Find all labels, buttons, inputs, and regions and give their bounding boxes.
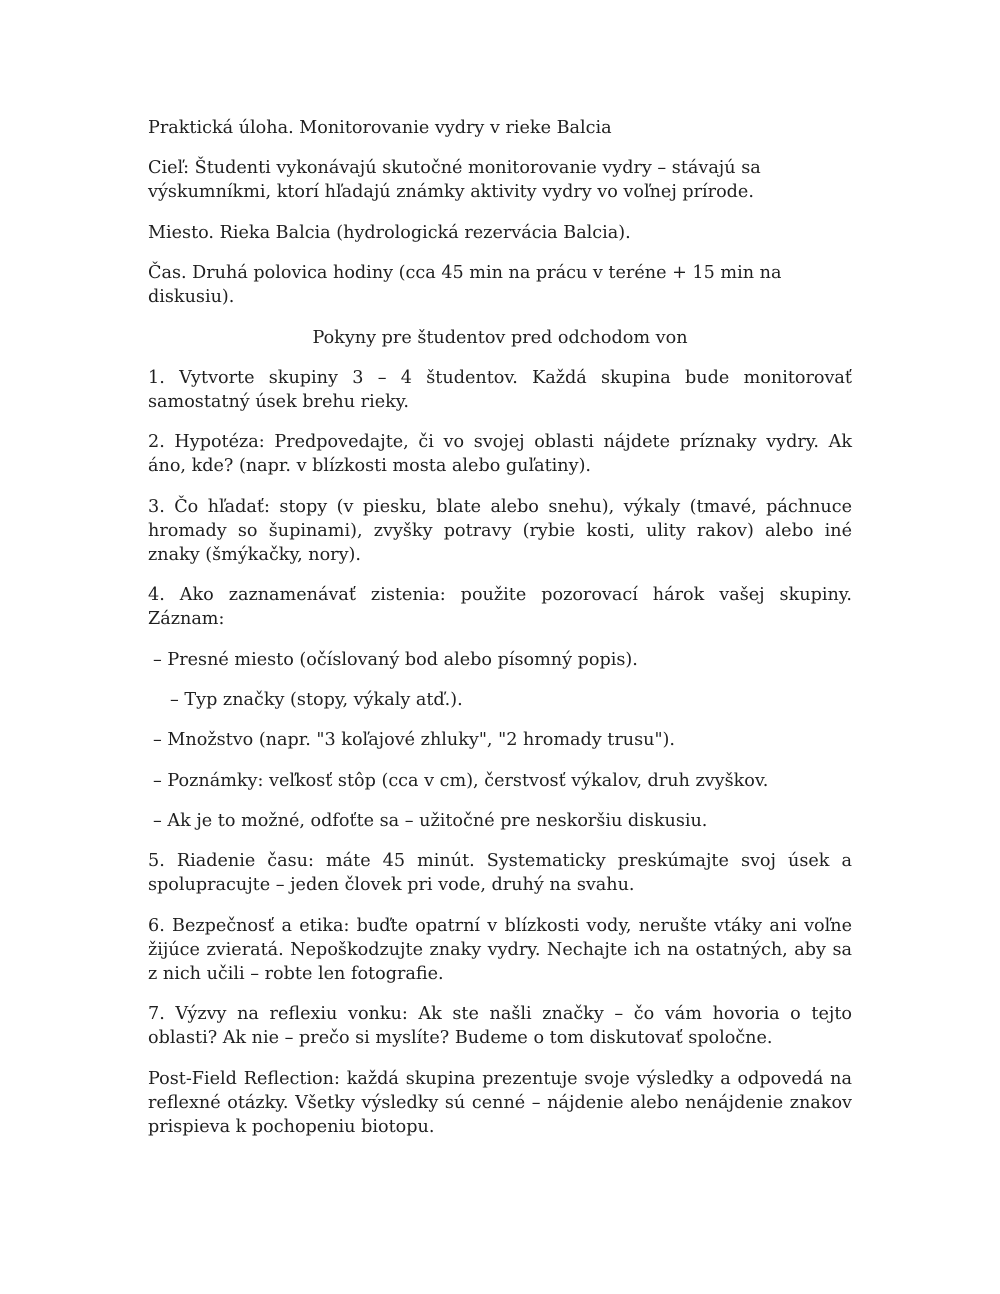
step-7: 7. Výzvy na reflexiu vonku: Ak ste našli značky – čo vám hovoria o tejto oblasti? Ak nie – prečo si myslíte? Budeme o tom diskutovať spoločne. <box>148 1004 852 1049</box>
goal-paragraph: Cieľ: Študenti vykonávajú skutočné monitorovanie vydry – stávajú sa výskumníkmi, ktorí hľadajú známky aktivity vydry vo voľnej prírode. <box>148 158 761 203</box>
step-1: 1. Vytvorte skupiny 3 – 4 študentov. Každá skupina bude monitorovať samostatný úsek brehu rieky. <box>148 367 852 412</box>
record-item-quantity: – Množstvo (napr. "3 koľajové zhluky", "2 hromady trusu"). <box>153 730 676 751</box>
place-paragraph: Miesto. Rieka Balcia (hydrologická rezervácia Balcia). <box>148 222 631 243</box>
step-2: 2. Hypotéza: Predpovedajte, či vo svojej oblasti nájdete príznaky vydry. Ak áno, kde? (napr. v blízkosti mosta alebo guľatiny). <box>148 432 852 477</box>
step-6: 6. Bezpečnosť a etika: buďte opatrní v blízkosti vody, nerušte vtáky ani voľne žijúce zvieratá. Nepoškodzujte znaky vydry. Nechajte ich na ostatných, aby sa z nich učili – robte len fotografie. <box>148 915 852 984</box>
record-item-photo: – Ak je to možné, odfoťte sa – užitočné pre neskoršiu diskusiu. <box>153 811 708 832</box>
record-item-notes: – Poznámky: veľkosť stôp (cca v cm), čerstvosť výkalov, druh zvyškov. <box>153 770 769 791</box>
document-body <box>148 116 852 1155</box>
section-heading: Pokyny pre študentov pred odchodom von <box>312 327 688 348</box>
time-paragraph: Čas. Druhá polovica hodiny (cca 45 min na prácu v teréne + 15 min na diskusiu). <box>148 263 782 308</box>
step-5: 5. Riadenie času: máte 45 minút. Systematicky preskúmajte svoj úsek a spolupracujte – jeden človek pri vode, druhý na svahu. <box>148 851 852 896</box>
closing-paragraph: Post-Field Reflection: každá skupina prezentuje svoje výsledky a odpovedá na reflexné otázky. Všetky výsledky sú cenné – nájdenie alebo nenájdenie znakov prispieva k pochopeniu biotopu. <box>148 1068 852 1137</box>
record-item-sign-type: – Typ značky (stopy, výkaly atď.). <box>170 689 463 710</box>
record-item-location: – Presné miesto (očíslovaný bod alebo písomný popis). <box>153 649 638 670</box>
step-3: 3. Čo hľadať: stopy (v piesku, blate alebo snehu), výkaly (tmavé, páchnuce hromady so šupinami), zvyšky potravy (rybie kosti, ulity rakov) alebo iné znaky (šmýkačky, nory). <box>148 496 852 565</box>
step-4: 4. Ako zaznamenávať zistenia: použite pozorovací hárok vašej skupiny. Záznam: <box>148 585 852 630</box>
document-title: Praktická úloha. Monitorovanie vydry v rieke Balcia <box>148 118 612 138</box>
